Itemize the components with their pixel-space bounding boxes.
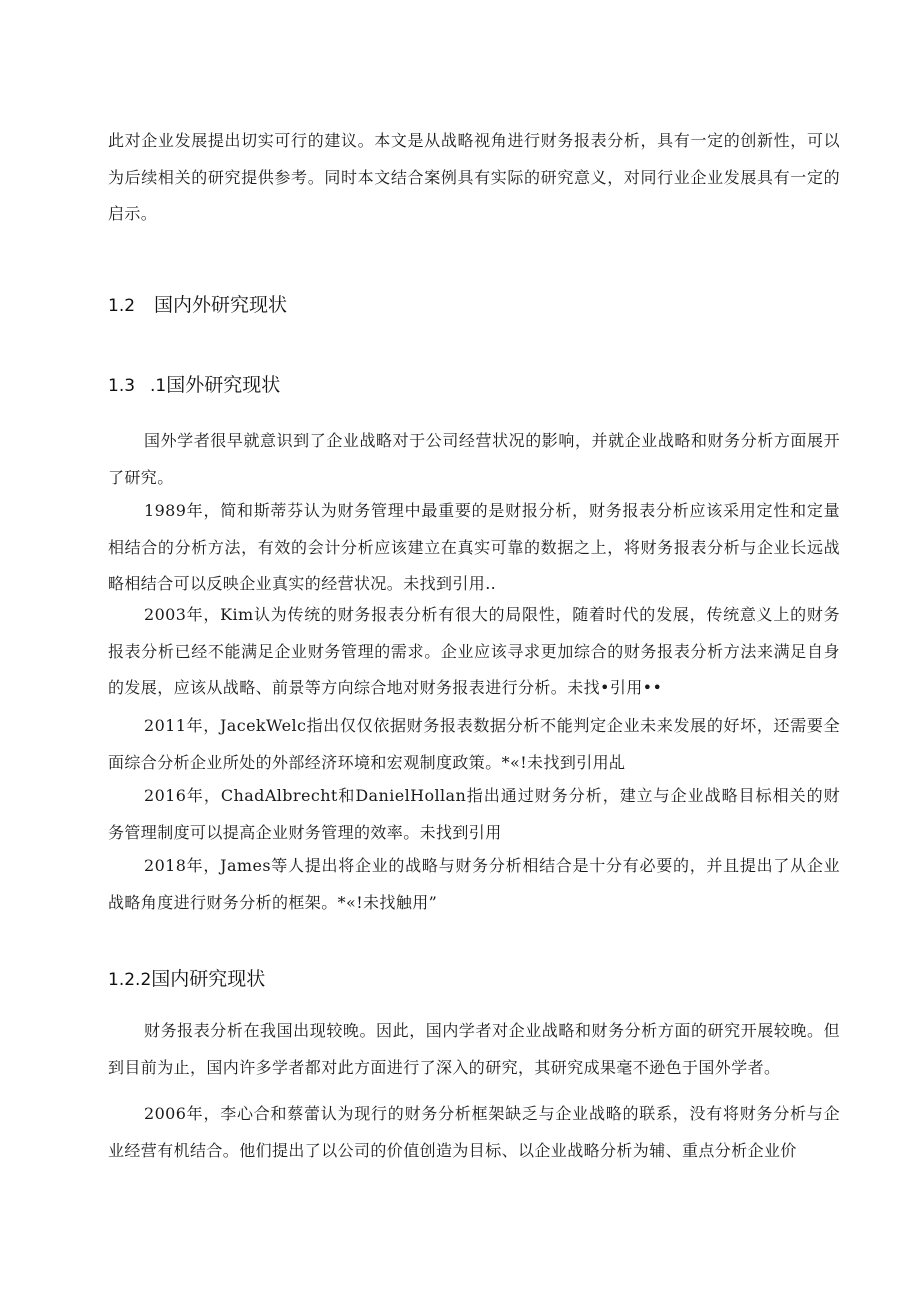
section-number: 1.2 — [108, 296, 136, 316]
body-paragraph: 国外学者很早就意识到了企业战略对于公司经营状况的影响，并就企业战略和财务分析方面展开了研究。 — [108, 431, 840, 487]
section-heading-1-3 — [108, 370, 280, 397]
section-number: 1.3 — [108, 376, 136, 396]
body-paragraph: 2016年，ChadAlbrecht和DanielHollan指出通过财务分析，建立与企业战略目标相关的财务管理制度可以提高企业财务管理的效率。未找到引用 — [108, 786, 840, 842]
section-number: 1.2.2 — [108, 970, 152, 990]
section-title: 国外研究现状 — [166, 374, 281, 396]
body-paragraph: 2018年，James等人提出将企业的战略与财务分析相结合是十分有必要的，并且提出了从企业战略角度进行财务分析的框架。*«!未找触用” — [108, 856, 840, 912]
section-subnumber: .1 — [150, 376, 167, 396]
body-paragraph: 2003年，Kim认为传统的财务报表分析有很大的局限性，随着时代的发展，传统意义上的财务报表分析已经不能满足企业财务管理的需求。企业应该寻求更加综合的财务报表分析方法来满足自身的发展，应该从战略、前景等方向综合地对财务报表进行分析。未找•引用•• — [108, 605, 840, 697]
section-heading-1-2-2 — [108, 964, 265, 991]
section-title: 国内外研究现状 — [154, 294, 288, 316]
body-paragraph: 1989年，简和斯蒂芬认为财务管理中最重要的是财报分析，财务报表分析应该采用定性和定量相结合的分析方法，有效的会计分析应该建立在真实可靠的数据之上，将财务报表分析与企业长远战略相结合可以反映企业真实的经营状况。未找到引用.. — [108, 501, 840, 593]
body-paragraph: 财务报表分析在我国出现较晚。因此，国内学者对企业战略和财务分析方面的研究开展较晚。但到目前为止，国内许多学者都对此方面进行了深入的研究，其研究成果毫不逊色于国外学者。 — [108, 1021, 840, 1077]
intro-paragraph: 此对企业发展提出切实可行的建议。本文是从战略视角进行财务报表分析，具有一定的创新性，可以为后续相关的研究提供参考。同时本文结合案例具有实际的研究意义，对同行业企业发展具有一定的启示。 — [108, 131, 840, 223]
body-paragraph: 2006年，李心合和蔡蕾认为现行的财务分析框架缺乏与企业战略的联系，没有将财务分析与企业经营有机结合。他们提出了以公司的价值创造为目标、以企业战略分析为辅、重点分析企业价 — [108, 1104, 840, 1160]
body-paragraph: 2011年，JacekWelc指出仅仅依据财务报表数据分析不能判定企业未来发展的好坏，还需要全面综合分析企业所处的外部经济环境和宏观制度政策。*«!未找到引用乩 — [108, 716, 840, 772]
section-title: 国内研究现状 — [151, 968, 266, 990]
section-heading-1-2 — [108, 290, 287, 317]
